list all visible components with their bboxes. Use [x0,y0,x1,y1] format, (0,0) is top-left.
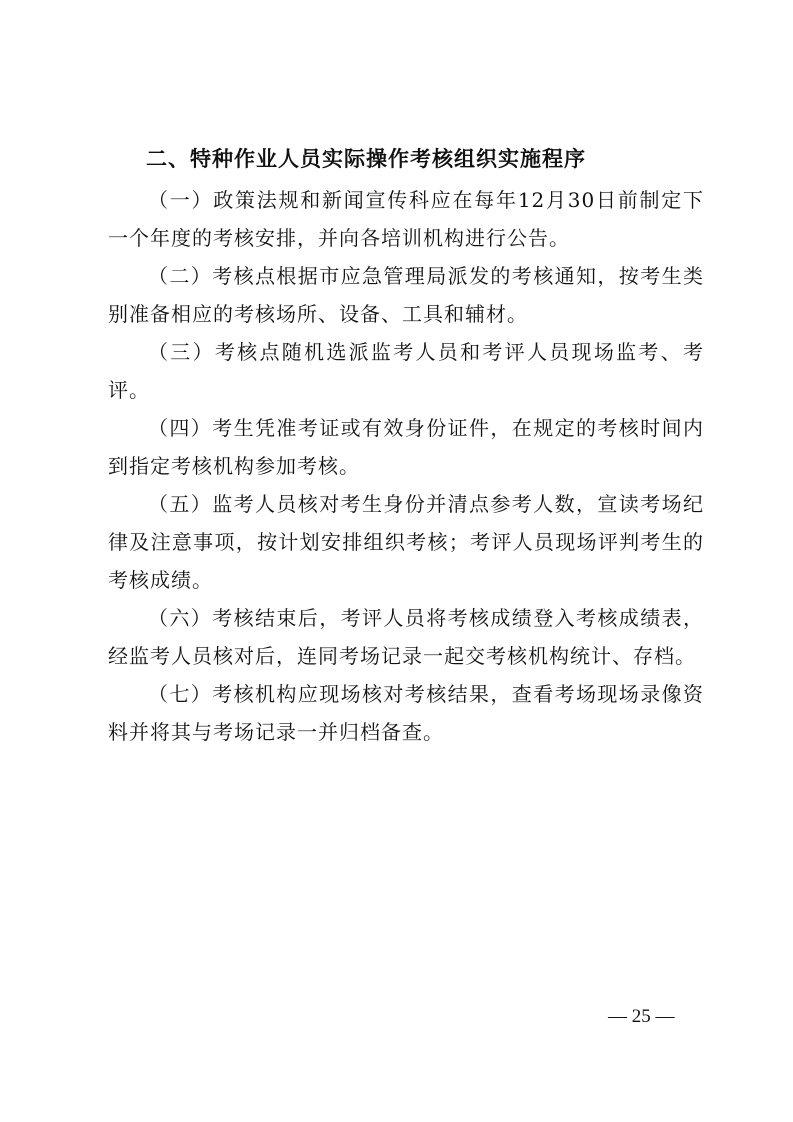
paragraph-4: （四）考生凭准考证或有效身份证件，在规定的考核时间内到指定考核机构参加考核。 [108,416,704,478]
page-number: — 25 — [608,1006,675,1027]
paragraph-1: （一）政策法规和新闻宣传科应在每年12月30日前制定下一个年度的考核安排，并向各培训机构进行公告。 [108,188,704,250]
paragraph-2: （二）考核点根据市应急管理局派发的考核通知，按考生类别准备相应的考核场所、设备、工具和辅材。 [108,264,704,326]
paragraph-5: （五）监考人员核对考生身份并清点参考人数，宣读考场纪律及注意事项，按计划安排组织考核；考评人员现场评判考生的考核成绩。 [108,492,704,592]
paragraph-6: （六）考核结束后，考评人员将考核成绩登入考核成绩表，经监考人员核对后，连同考场记录一起交考核机构统计、存档。 [108,606,704,668]
paragraph-7: （七）考核机构应现场核对考核结果，查看考场现场录像资料并将其与考场记录一并归档备查。 [108,682,704,744]
section-heading: 二、特种作业人员实际操作考核组织实施程序 [146,147,586,171]
paragraph-3: （三）考核点随机选派监考人员和考评人员现场监考、考评。 [108,340,704,402]
